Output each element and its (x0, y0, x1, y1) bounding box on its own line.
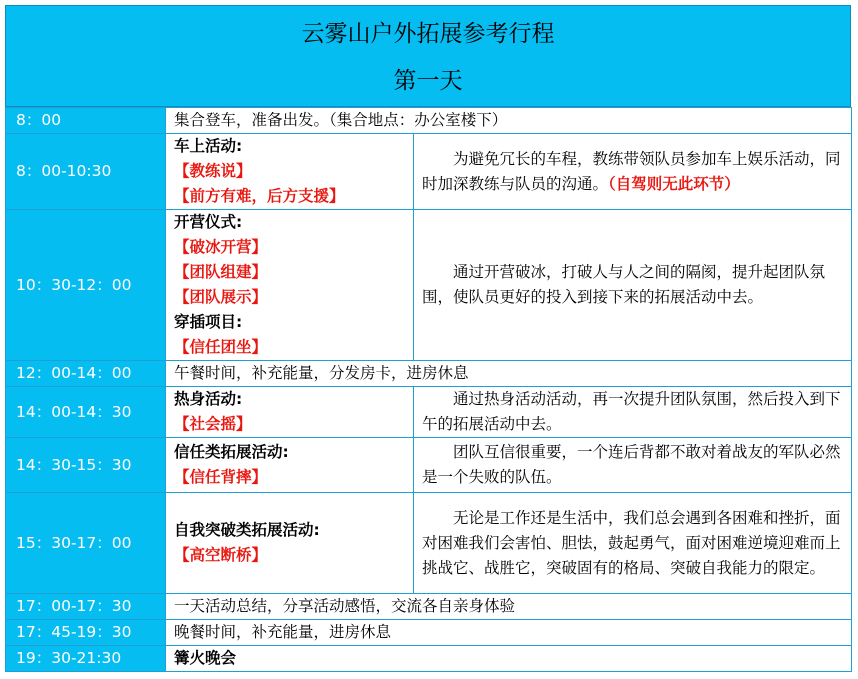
activity-heading: 开营仪式: (174, 213, 243, 231)
description-text: 团队互信很重要，一个连后背都不敢对着战友的军队必然是一个失败的队伍。 (422, 443, 841, 486)
time-cell: 8：00-10:30 (6, 134, 166, 210)
schedule-table (5, 107, 852, 672)
activity-item: 【信任团坐】 (174, 338, 268, 356)
time-cell: 10：30-12：00 (6, 210, 166, 361)
table-row (6, 387, 852, 438)
activity-cell: 一天活动总结，分享活动感悟，交流各自亲身体验 (166, 594, 852, 620)
day-title: 第一天 (393, 68, 463, 94)
time-cell: 14：30-15：30 (6, 438, 166, 493)
activity-heading: 热身活动: (174, 390, 243, 408)
activity-cell: 篝火晚会 (166, 646, 852, 672)
time-cell: 15：30-17：00 (6, 493, 166, 594)
table-row (6, 493, 852, 594)
description-text: 通过热身活动活动，再一次提升团队氛围，然后投入到下午的拓展活动中去。 (422, 390, 841, 433)
time-cell: 17：00-17：30 (6, 594, 166, 620)
activity-cell (166, 493, 414, 594)
description-cell (414, 134, 852, 210)
itinerary-header (5, 5, 851, 107)
activity-heading: 信任类拓展活动: (174, 443, 289, 461)
description-cell (414, 210, 852, 361)
description-cell (414, 493, 852, 594)
activity-item: 【团队展示】 (174, 288, 268, 306)
activity-item: 【团队组建】 (174, 263, 268, 281)
table-row (6, 134, 852, 210)
activity-cell (166, 438, 414, 493)
time-cell: 19：30-21:30 (6, 646, 166, 672)
activity-item: 【社会摇】 (174, 415, 252, 433)
description-text: 通过开营破冰，打破人与人之间的隔阂，提升起团队氛围，使队员更好的投入到接下来的拓展活动中去。 (422, 263, 826, 306)
table-row (6, 438, 852, 493)
time-cell: 14：00-14：30 (6, 387, 166, 438)
page-title: 云雾山户外拓展参考行程 (301, 21, 555, 47)
table-row (6, 108, 852, 134)
time-cell: 8：00 (6, 108, 166, 134)
description-main: 为避免冗长的车程，教练带领队员参加车上娱乐活动，同时加深教练与队员的沟通。 (422, 149, 841, 193)
table-row (6, 646, 852, 672)
activity-item: 【信任背摔】 (174, 468, 268, 486)
table-row (6, 620, 852, 646)
activity-cell (166, 387, 414, 438)
table-row (6, 594, 852, 620)
description-cell (414, 438, 852, 493)
itinerary (5, 5, 851, 672)
table-row (6, 210, 852, 361)
table-row (6, 361, 852, 387)
activity-item: 【破冰开营】 (174, 238, 268, 256)
activity-item: 【教练说】 (174, 162, 252, 180)
description-cell (414, 387, 852, 438)
description-text: 无论是工作还是生活中，我们总会遇到各困难和挫折，面对困难我们会害怕、胆怯，鼓起勇气，面对困难逆境迎难而上挑战它、战胜它，突破固有的格局、突破自我能力的限定。 (422, 508, 841, 577)
description-text (422, 147, 843, 197)
activity-heading: 穿插项目: (174, 313, 243, 331)
time-cell: 17：45-19：30 (6, 620, 166, 646)
description-note: （自驾则无此环节） (608, 174, 740, 193)
activity-item: 【前方有难，后方支援】 (174, 187, 345, 205)
activity-cell: 晚餐时间，补充能量，进房休息 (166, 620, 852, 646)
activity-heading: 车上活动: (174, 137, 243, 155)
activity-heading: 自我突破类拓展活动: (174, 521, 320, 539)
activity-item: 【高空断桥】 (174, 546, 268, 564)
time-cell: 12：00-14：00 (6, 361, 166, 387)
activity-cell (166, 210, 414, 361)
activity-cell: 集合登车，准备出发。（集合地点：办公室楼下） (166, 108, 852, 134)
activity-cell (166, 134, 414, 210)
activity-cell: 午餐时间，补充能量，分发房卡，进房休息 (166, 361, 852, 387)
